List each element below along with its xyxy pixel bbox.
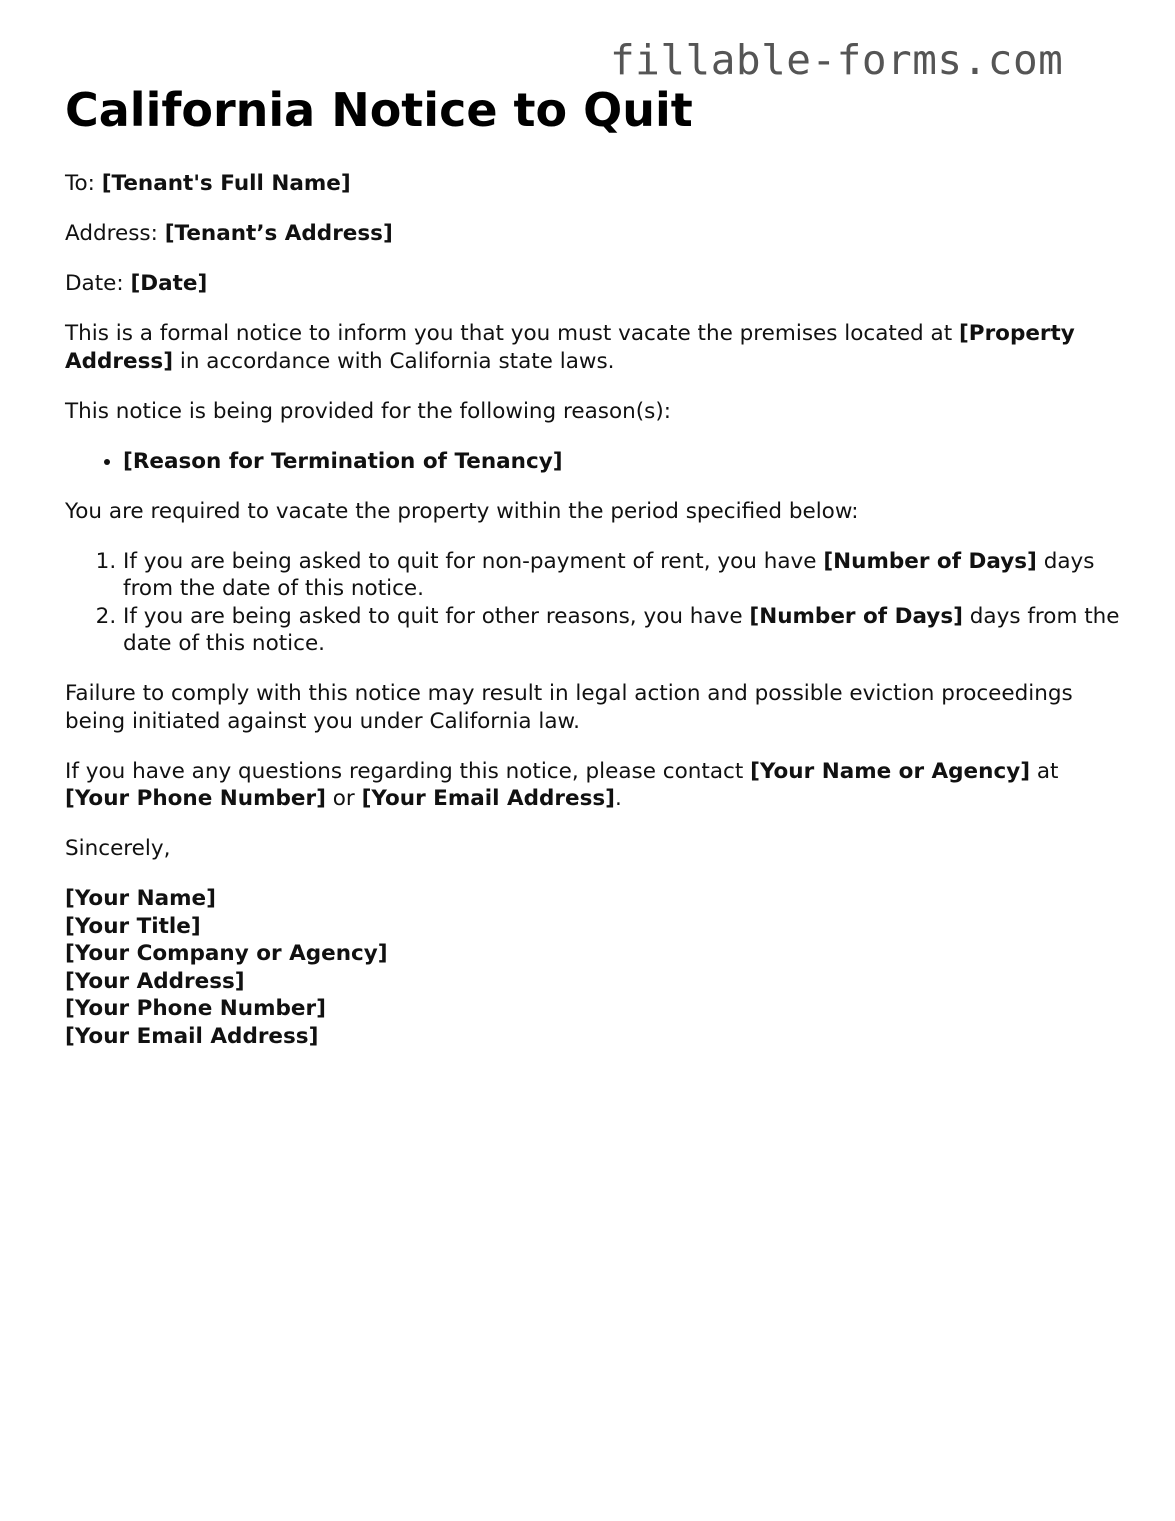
- to-label: To:: [65, 171, 102, 196]
- period-intro: You are required to vacate the property within the period specified below:: [65, 498, 859, 524]
- date-label: Date:: [65, 271, 131, 296]
- intro-text: This is a formal notice to inform you that you must vacate the premises located at: [65, 321, 959, 346]
- date-line: [65, 270, 1125, 298]
- contact-text-end: .: [615, 786, 622, 811]
- signature-address: [Your Address]: [65, 968, 245, 994]
- contact-email-placeholder: [Your Email Address]: [361, 786, 616, 811]
- list-item: [123, 603, 1125, 658]
- address-label: Address:: [65, 221, 165, 246]
- signature-block: [65, 885, 1125, 1050]
- period-text-end: days from the date of this notice.: [123, 603, 1120, 656]
- signature-phone: [Your Phone Number]: [65, 996, 326, 1021]
- to-line: [65, 170, 1125, 198]
- periods-list: [65, 548, 1125, 658]
- reason-placeholder: [Reason for Termination of Tenancy]: [123, 448, 563, 474]
- list-item: [123, 548, 1125, 603]
- property-address-placeholder: [Property Address]: [65, 321, 1075, 374]
- contact-text: If you have any questions regarding this notice, please contact: [65, 758, 751, 784]
- signature-title: [Your Title]: [65, 913, 201, 939]
- document-title: California Notice to Quit: [65, 83, 693, 137]
- intro-text-end: in accordance with California state laws.: [173, 348, 615, 374]
- address-line: [65, 220, 1125, 248]
- days-placeholder: [Number of Days]: [749, 603, 963, 629]
- tenant-address-placeholder: [Tenant’s Address]: [164, 221, 393, 246]
- contact-phone-placeholder: [Your Phone Number]: [65, 786, 326, 811]
- tenant-name-placeholder: [Tenant's Full Name]: [101, 171, 351, 196]
- signature-email: [Your Email Address]: [65, 1023, 319, 1049]
- intro-paragraph: [65, 320, 1125, 375]
- closing: Sincerely,: [65, 836, 171, 861]
- period-text: If you are being asked to quit for non-payment of rent, you have: [123, 548, 824, 574]
- days-placeholder: [Number of Days]: [823, 548, 1037, 574]
- period-text: If you are being asked to quit for other reasons, you have: [123, 603, 750, 629]
- failure-paragraph: Failure to comply with this notice may result in legal action and possible eviction proceedings being initiated against you under California law.: [65, 681, 1073, 734]
- document-body: [65, 80, 1125, 1050]
- list-item: [123, 448, 1125, 476]
- reasons-list: [65, 448, 1125, 476]
- watermark: fillable-forms.com: [610, 36, 1064, 84]
- signature-name: [Your Name]: [65, 886, 216, 911]
- reasons-intro: This notice is being provided for the following reason(s):: [65, 398, 671, 424]
- date-placeholder: [Date]: [130, 271, 208, 296]
- contact-name-placeholder: [Your Name or Agency]: [750, 758, 1031, 784]
- signature-company: [Your Company or Agency]: [65, 941, 388, 966]
- contact-paragraph: [65, 758, 1125, 813]
- contact-text-or: or: [325, 786, 362, 811]
- contact-text-at: at: [1030, 758, 1059, 784]
- period-text-end: days from the date of this notice.: [123, 548, 1095, 601]
